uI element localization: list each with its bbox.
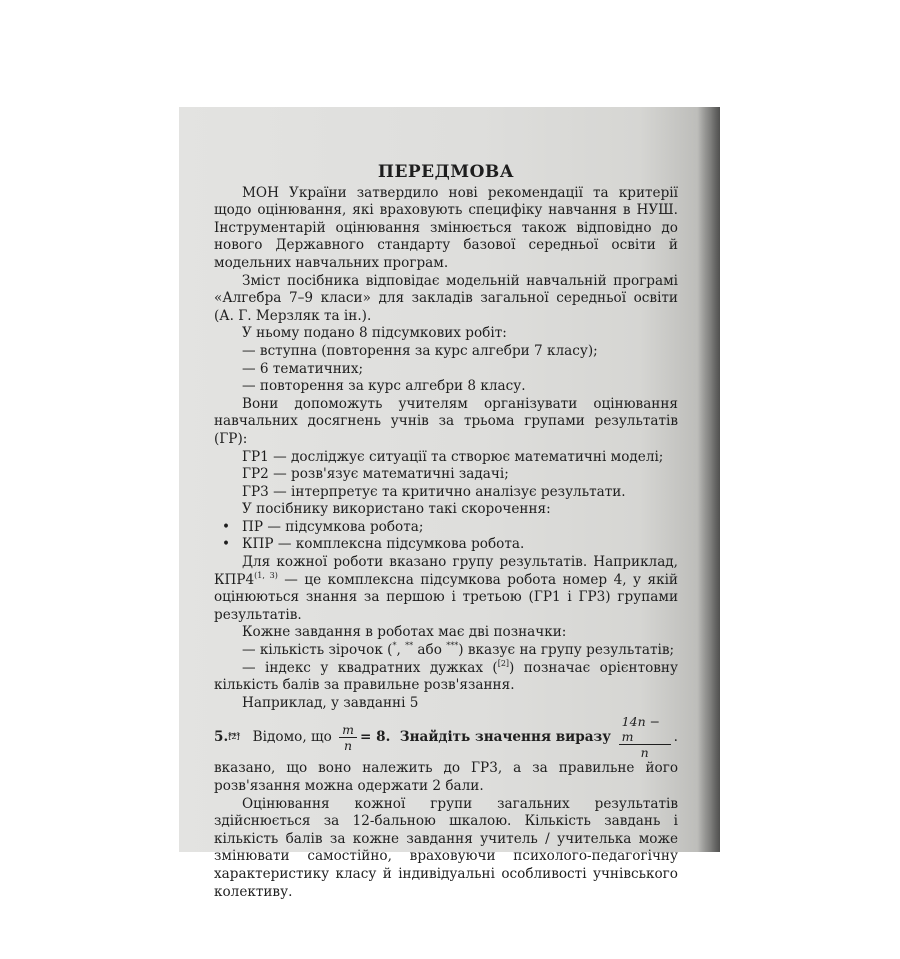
paragraph-scale: Оцінювання кожної групи загальних результатів здійснюється за 12-бальною шкалою. Кількість завдань і кількість балів за кожне завдання учитель / учителька може змінювати самостійно, враховуючи психолого-педагогічну характеристику класу й індивідуальні особливості учнівського колективу. (214, 795, 678, 900)
list-item: • КПР — комплексна підсумкова робота. (222, 536, 525, 553)
list-item: — індекс у квадратних дужках ([2]) позначає орієнтовну кількість балів за правильне розв'язання. (214, 658, 678, 694)
list-item: ГР3 — інтерпретує та критично аналізує результати. (242, 483, 626, 500)
bullet-icon: • (222, 536, 231, 553)
list-item: ГР2 — розв'язує математичні задачі; (242, 466, 509, 483)
list-item: — 6 тематичних; (242, 360, 364, 377)
example-task: 5. ***[2] Відомо, що $\frac{m}{n}$ = 8. Знайдіть значення виразу $\frac{14n - m}{n}$ . (214, 714, 678, 761)
list-item: — кількість зірочок (*, ** або ***) вказує на групу результатів; (242, 641, 675, 659)
paragraph-abbr-lead: У посібнику використано такі скорочення: (242, 501, 551, 518)
paragraph-works-lead: У ньому подано 8 підсумкових робіт: (242, 325, 507, 342)
list-item: ГР1 — досліджує ситуації та створює математичні моделі; (242, 448, 664, 465)
fraction-expression: $\frac{14n - m}{n}$ (619, 714, 671, 760)
paragraph-program: Зміст посібника відповідає модельній навчальній програмі «Алгебра 7–9 класи» для закладів загальної середньої освіти (А. Г. Мерзляк та ін.). (214, 272, 678, 324)
book-spine-shadow (697, 107, 720, 852)
list-item: — повторення за курс алгебри 8 класу. (242, 378, 526, 395)
list-item: — вступна (повторення за курс алгебри 7 класу); (242, 342, 598, 359)
paragraph-marks-lead: Кожне завдання в роботах має дві позначки: (242, 624, 567, 641)
bullet-icon: • (222, 518, 231, 535)
fraction-m-over-n: $\frac{m}{n}$ (339, 722, 357, 753)
paragraph-example: Для кожної роботи вказано групу результатів. Наприклад, КПР4$^{(1, 3)}$ — це комплексна підсумкова робота номер 4, у якій оцінюються знання за першою і третьою (ГР1 і ГР3) групами результатів. (214, 554, 678, 623)
page-title: ПЕРЕДМОВА (377, 162, 515, 182)
paragraph-task-lead: Наприклад, у завданні 5 (242, 694, 419, 711)
paragraph-task-explain: вказано, що воно належить до ГР3, а за правильне його розв'язання можна одержати 2 бали. (214, 760, 678, 794)
paragraph-groups-lead: Вони допоможуть учителям організувати оцінювання навчальних досягнень учнів за трьома групами результатів (ГР): (214, 395, 678, 447)
list-item: • ПР — підсумкова робота; (222, 518, 424, 535)
page-content (214, 164, 678, 901)
paragraph-intro: МОН України затвердило нові рекомендації та критерії щодо оцінювання, які враховують специфіку навчання в НУШ. Інструментарій оцінювання змінюється також відповідно до нового Державного стандарту базової середньої освіти й модельних навчальних програм. (214, 184, 678, 271)
